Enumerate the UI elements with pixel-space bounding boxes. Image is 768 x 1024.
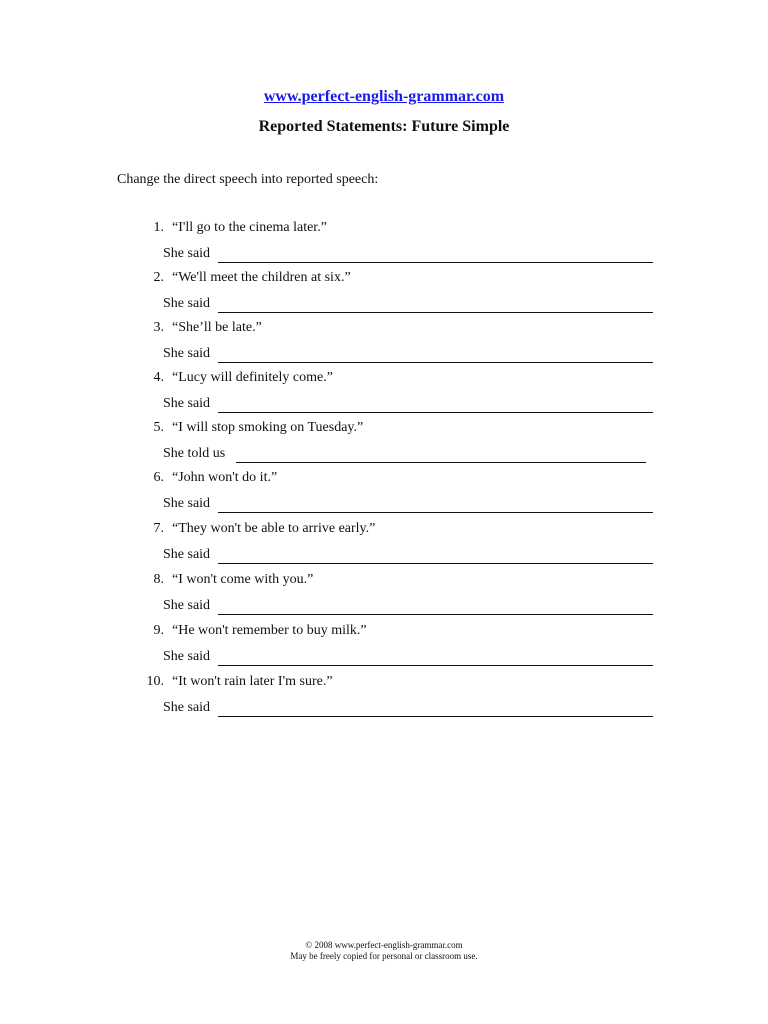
exercise-number: 5. (153, 420, 164, 435)
footer (0, 940, 768, 962)
exercise-item (0, 220, 768, 270)
answer-blank[interactable] (218, 396, 653, 413)
answer-lead: She said (163, 700, 211, 715)
answer-blank[interactable] (218, 700, 653, 717)
answer-lead: She said (163, 396, 211, 411)
exercise-prompt (140, 623, 367, 639)
answer-blank[interactable] (218, 547, 653, 564)
exercise-quote: “It won't rain later I'm sure.” (172, 674, 333, 689)
exercise-quote: “I'll go to the cinema later.” (172, 220, 327, 235)
exercise-prompt (140, 521, 375, 537)
exercise-number: 6. (153, 470, 164, 485)
exercise-number: 2. (153, 270, 164, 285)
copyright-text: © 2008 www.perfect-english-grammar.com (305, 940, 463, 950)
exercise-number: 4. (153, 370, 164, 385)
answer-lead: She said (163, 598, 211, 613)
exercise-item (0, 320, 768, 370)
answer-lead: She told us (163, 446, 226, 461)
exercise-number: 1. (153, 220, 164, 235)
exercise-number: 8. (153, 572, 164, 587)
page-title: Reported Statements: Future Simple (258, 118, 510, 135)
answer-blank[interactable] (218, 496, 653, 513)
answer-lead: She said (163, 346, 211, 361)
exercise-quote: “He won't remember to buy milk.” (172, 623, 367, 638)
exercise-item (0, 470, 768, 520)
exercise-number: 3. (153, 320, 164, 335)
exercise-item (0, 370, 768, 420)
exercise-prompt (140, 320, 262, 336)
exercise-item (0, 270, 768, 320)
answer-blank[interactable] (218, 346, 653, 363)
exercise-item (0, 674, 768, 724)
exercise-number: 9. (153, 623, 164, 638)
exercise-quote: “She’ll be late.” (172, 320, 262, 335)
exercise-quote: “We'll meet the children at six.” (172, 270, 351, 285)
answer-lead: She said (163, 547, 211, 562)
permission-text: May be freely copied for personal or classroom use. (290, 951, 478, 961)
exercise-prompt (140, 270, 351, 286)
exercise-prompt (140, 572, 313, 588)
exercise-prompt (140, 370, 333, 386)
answer-lead: She said (163, 496, 211, 511)
answer-blank[interactable] (218, 649, 653, 666)
exercise-quote: “John won't do it.” (172, 470, 278, 485)
exercise-item (0, 572, 768, 622)
answer-blank[interactable] (218, 296, 653, 313)
answer-blank[interactable] (218, 246, 653, 263)
exercise-number: 10. (146, 674, 164, 689)
exercise-item (0, 420, 768, 470)
exercise-prompt (140, 220, 327, 236)
exercise-prompt (140, 420, 363, 436)
answer-lead: She said (163, 296, 211, 311)
answer-blank[interactable] (218, 598, 653, 615)
answer-blank[interactable] (236, 446, 646, 463)
exercise-prompt (140, 470, 277, 486)
exercise-number: 7. (153, 521, 164, 536)
exercise-item (0, 623, 768, 673)
instruction-text: Change the direct speech into reported speech: (117, 172, 379, 187)
answer-lead: She said (163, 246, 211, 261)
site-link[interactable]: www.perfect-english-grammar.com (263, 88, 505, 105)
exercise-quote: “They won't be able to arrive early.” (172, 521, 376, 536)
exercise-item (0, 521, 768, 571)
exercise-quote: “I will stop smoking on Tuesday.” (172, 420, 364, 435)
exercise-quote: “I won't come with you.” (172, 572, 314, 587)
exercise-prompt (140, 674, 333, 690)
answer-lead: She said (163, 649, 211, 664)
exercise-quote: “Lucy will definitely come.” (172, 370, 333, 385)
